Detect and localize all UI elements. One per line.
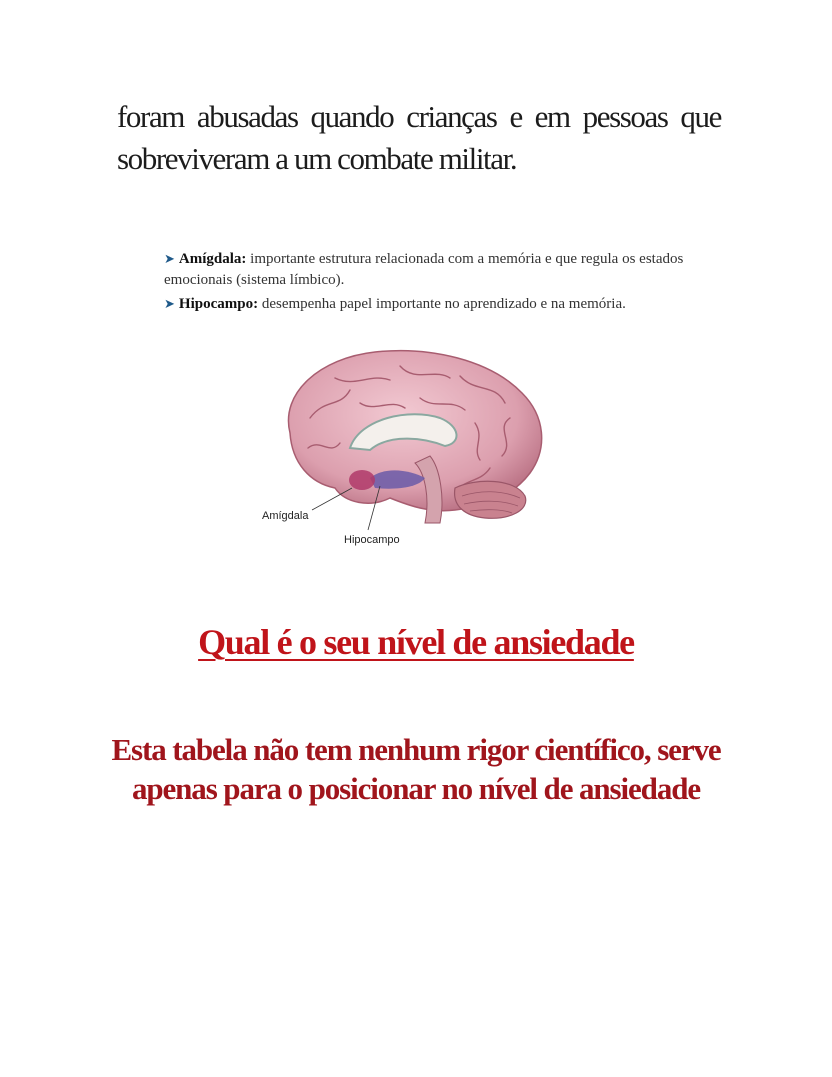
disclaimer-line-1: Esta tabela não tem nenhum rigor científico, serve — [111, 732, 721, 767]
intro-line-1: foram abusadas quando crianças e em pessoas que — [117, 99, 721, 134]
cerebellum — [455, 481, 526, 518]
arrow-bullet-icon: ➤ — [164, 297, 175, 312]
definition-term: Amígdala: — [178, 251, 247, 267]
definition-text: importante estrutura relacionada com a memória e que regula os estados emocionais (sistema límbico). — [164, 251, 684, 288]
definition-term: Hipocampo: — [178, 296, 259, 312]
amygdala — [349, 470, 375, 490]
label-hipocampo: Hipocampo — [344, 534, 400, 546]
definition-hipocampo — [164, 294, 709, 315]
brain-figure — [240, 338, 580, 553]
definition-list — [164, 249, 709, 319]
definition-text: desempenha papel importante no aprendizado e na memória. — [258, 296, 626, 312]
definition-amigdala — [164, 249, 709, 290]
disclaimer-text — [60, 730, 772, 808]
pointer-amigdala — [312, 488, 352, 510]
intro-line-2: sobreviveram a um combate militar. — [117, 141, 517, 176]
disclaimer-line-2: apenas para o posicionar no nível de ansiedade — [131, 771, 701, 806]
page-title: Qual é o seu nível de ansiedade — [198, 622, 634, 662]
arrow-bullet-icon: ➤ — [164, 252, 175, 267]
label-amigdala: Amígdala — [262, 510, 309, 522]
intro-paragraph — [117, 96, 721, 180]
